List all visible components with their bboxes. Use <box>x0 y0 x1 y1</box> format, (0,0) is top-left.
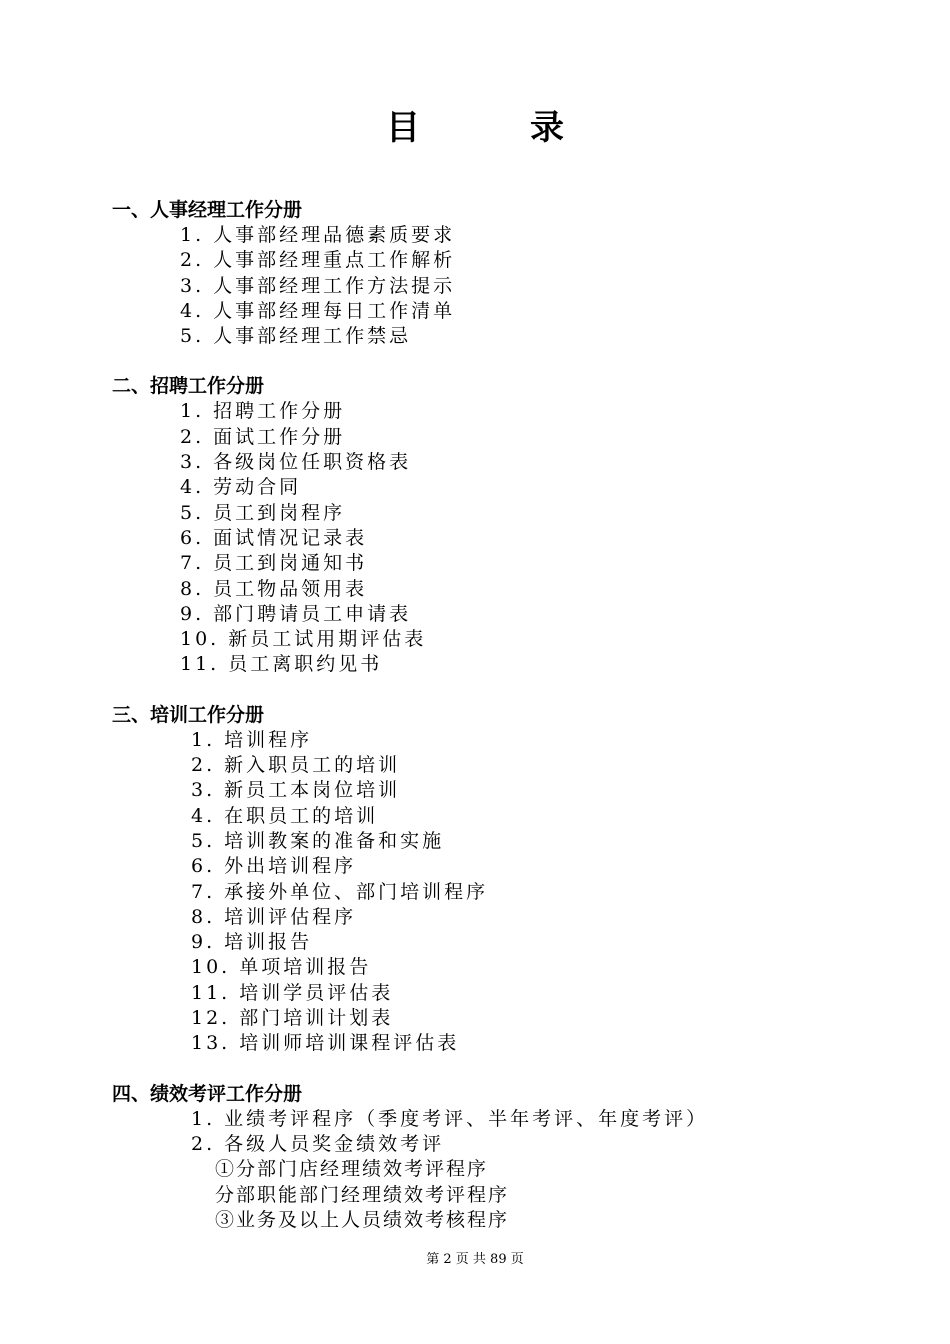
toc-entry: 8. 员工物品领用表 <box>180 577 368 600</box>
toc-entry: 12. 部门培训计划表 <box>191 1007 394 1030</box>
toc-entry: 2. 人事部经理重点工作解析 <box>180 249 456 272</box>
table-of-contents <box>0 198 950 1258</box>
toc-subentry: 分部职能部门经理绩效考评程序 <box>215 1183 510 1206</box>
toc-entry: 10. 单项培训报告 <box>191 956 372 979</box>
toc-entry: 8. 培训评估程序 <box>191 905 357 928</box>
toc-entry: 2. 新入职员工的培训 <box>191 754 401 777</box>
toc-section-4 <box>0 1082 950 1233</box>
toc-section-1 <box>0 198 950 349</box>
toc-entry: 1. 人事部经理品德素质要求 <box>180 224 456 246</box>
toc-entry: 9. 部门聘请员工申请表 <box>180 602 412 625</box>
toc-entry: 11. 员工离职约见书 <box>180 653 383 676</box>
toc-entry: 10. 新员工试用期评估表 <box>180 628 427 651</box>
toc-entry: 3. 新员工本岗位培训 <box>191 779 401 802</box>
toc-subentry: ③业务及以上人员绩效考核程序 <box>215 1208 510 1231</box>
toc-entry: 1. 业绩考评程序（季度考评、半年考评、年度考评） <box>191 1107 709 1130</box>
toc-entry: 2. 面试工作分册 <box>180 425 346 448</box>
toc-entry: 2. 各级人员奖金绩效考评 <box>191 1132 445 1155</box>
toc-entry: 5. 人事部经理工作禁忌 <box>180 325 412 348</box>
title-char-2: 录 <box>530 108 564 148</box>
title-char-1: 目 <box>386 108 420 148</box>
toc-entry: 9. 培训报告 <box>191 931 313 954</box>
toc-subentry: ①分部门店经理绩效考评程序 <box>215 1158 489 1181</box>
toc-entry: 4. 劳动合同 <box>180 476 302 499</box>
toc-entry: 6. 外出培训程序 <box>191 855 357 878</box>
toc-section-3 <box>0 703 950 1057</box>
toc-entry: 4. 在职员工的培训 <box>191 804 379 827</box>
toc-entry: 6. 面试情况记录表 <box>180 526 368 549</box>
section-heading: 一、人事经理工作分册 <box>112 199 303 221</box>
toc-section-2 <box>0 374 950 677</box>
toc-entry: 5. 培训教案的准备和实施 <box>191 829 445 852</box>
section-heading: 二、招聘工作分册 <box>112 375 265 398</box>
toc-entry: 3. 各级岗位任职资格表 <box>180 451 412 474</box>
toc-entry: 7. 员工到岗通知书 <box>180 552 368 575</box>
toc-entry: 1. 培训程序 <box>191 728 313 751</box>
toc-entry: 1. 招聘工作分册 <box>180 400 346 423</box>
toc-entry: 7. 承接外单位、部门培训程序 <box>191 880 489 903</box>
page-title <box>0 100 950 149</box>
page-footer: 第 2 页 共 89 页 <box>426 1252 524 1267</box>
toc-entry: 4. 人事部经理每日工作清单 <box>180 299 456 322</box>
toc-entry: 11. 培训学员评估表 <box>191 981 394 1004</box>
toc-entry: 5. 员工到岗程序 <box>180 501 346 524</box>
toc-entry: 3. 人事部经理工作方法提示 <box>180 274 456 297</box>
section-heading: 四、绩效考评工作分册 <box>112 1082 303 1105</box>
section-heading: 三、培训工作分册 <box>112 703 265 726</box>
toc-entry: 13. 培训师培训课程评估表 <box>191 1032 460 1055</box>
